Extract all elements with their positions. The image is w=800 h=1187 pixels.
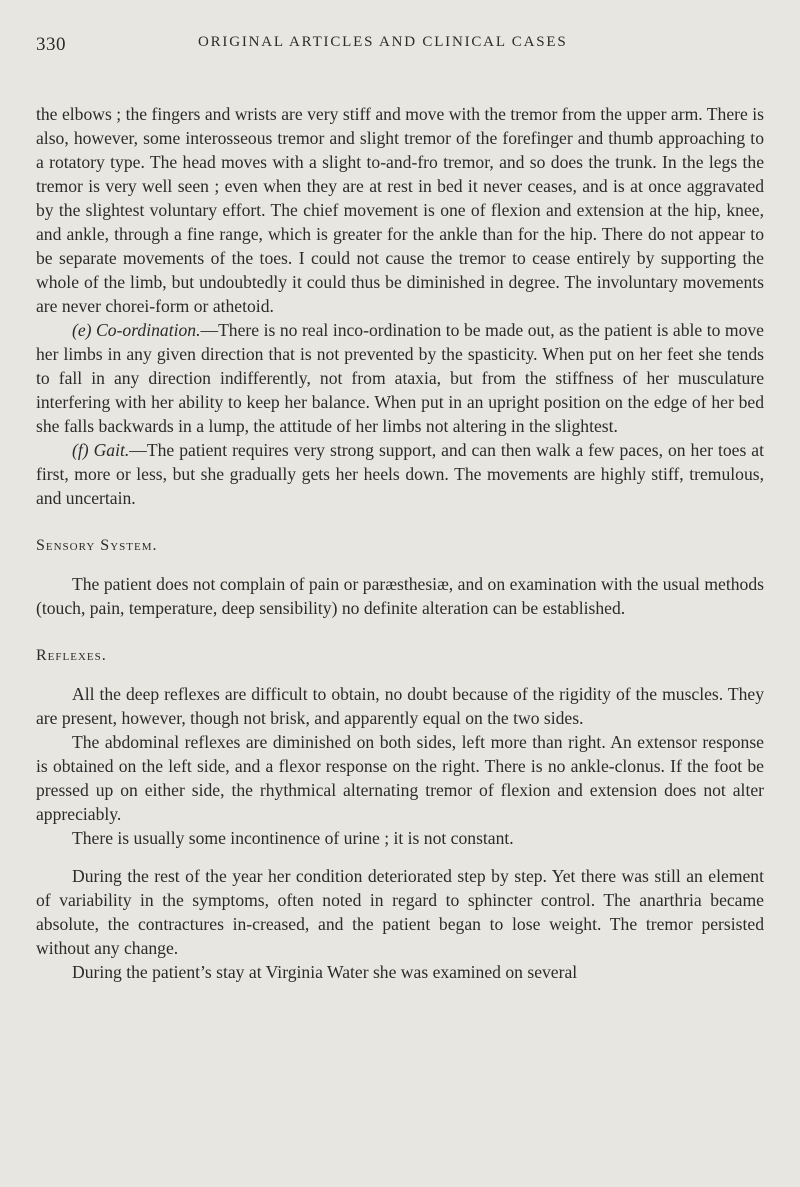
coordination-label: (e) Co-ordination.	[72, 320, 201, 340]
paragraph-deep-reflexes: All the deep reflexes are difficult to obtain, no doubt because of the rigidity of the muscles. They are present, however, though not brisk, and apparently equal on the two sides.	[36, 684, 764, 728]
reflexes-heading: Reflexes.	[36, 647, 107, 664]
paragraph-tremor-continued: the elbows ; the fingers and wrists are very stiff and move with the tremor from the upper arm. There is also, however, some interosseous tremor and slight tremor of the forefinger and thumb approaching to a rotatory type. The head moves with a slight to-and-fro tremor, and so does the trunk. In the legs the tremor is very well seen ; even when they are at rest in bed it never ceases, and is at once aggravated by the slightest voluntary effort. The chief movement is one of flexion and extension at the hip, knee, and ankle, through a fine range, which is greater for the ankle than for the hip. There do not appear to be separate movements of the toes. I could not cause the tremor to cease entirely by supporting the whole of the limb, but undoubtedly it could thus be diminished in degree. The involuntary movements are never chorei-form or athetoid.	[36, 104, 764, 316]
paragraph-coordination	[36, 318, 764, 438]
paragraph-virginia-water: During the patient’s stay at Virginia Water she was examined on several	[72, 962, 578, 982]
paragraph-sensory: The patient does not complain of pain or paræsthesiæ, and on examination with the usual methods (touch, pain, temperature, deep sensibility) no definite alteration can be established.	[36, 574, 764, 618]
running-title: ORIGINAL ARTICLES AND CLINICAL CASES	[198, 34, 568, 50]
running-head	[36, 28, 764, 62]
gait-text: —The patient requires very strong support, and can then walk a few paces, on her toes at first, more or less, but she gradually gets her heels down. The movements are highly stiff, tremulous, and uncertain.	[36, 440, 765, 508]
paragraph-abdominal-reflexes: The abdominal reflexes are diminished on both sides, left more than right. An extensor response is obtained on the left side, and a flexor response on the right. There is no ankle-clonus. If the foot be pressed up on either side, the rhythmical alternating tremor of flexion and extension does not alter appreciably.	[36, 732, 764, 824]
article-body	[36, 102, 764, 984]
paragraph-deterioration: During the rest of the year her condition deteriorated step by step. Yet there was still an element of variability in the symptoms, often noted in regard to sphincter control. The anarthria became absolute, the contractures in-creased, and the patient began to lose weight. The tremor persisted without any change.	[36, 866, 764, 958]
paragraph-gait	[36, 438, 764, 510]
gait-label: (f) Gait.	[72, 440, 130, 460]
coordination-text: —There is no real inco-ordination to be made out, as the patient is able to move her limbs in any given direction that is not prevented by the spasticity. When put on her feet she tends to fall in any direction indifferently, not from ataxia, but from the stiffness of her musculature interfering with her ability to keep her balance. When put in an upright position on the edge of her bed she falls backwards in a lump, the attitude of her limbs not altering in the slightest.	[36, 320, 764, 436]
paragraph-gap	[36, 850, 764, 864]
paragraph-incontinence: There is usually some incontinence of urine ; it is not constant.	[72, 828, 514, 848]
sensory-system-heading: Sensory System.	[36, 537, 158, 554]
page-number: 330	[36, 34, 66, 55]
